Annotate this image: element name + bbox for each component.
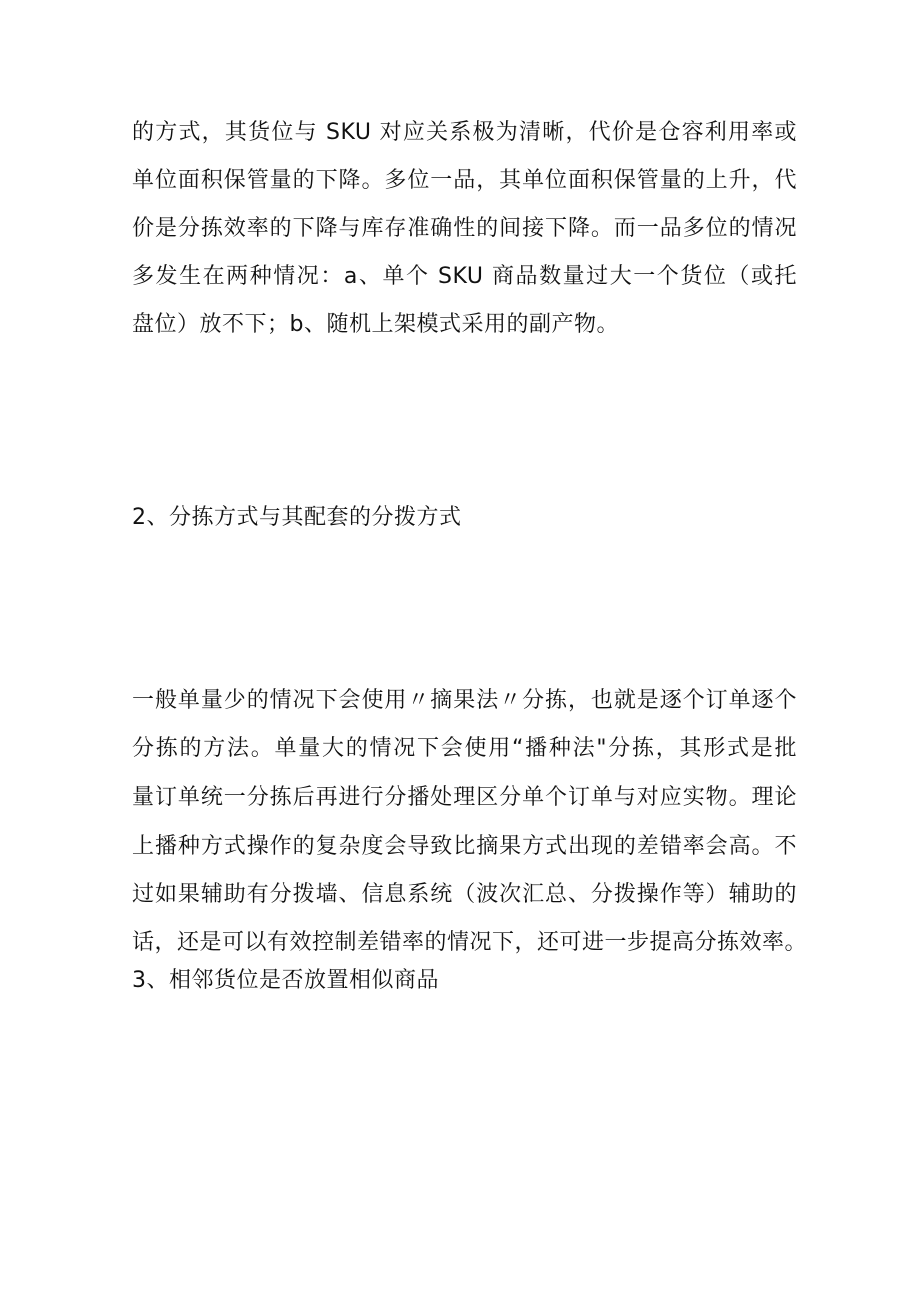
text-line: 价是分拣效率的下降与库存准确性的间接下降。而一品多位的情况: [132, 216, 797, 241]
text-line: 话，还是可以有效控制差错率的情况下，还可进一步提高分拣效率。: [132, 930, 808, 955]
text-line: 一般单量少的情况下会使用〃摘果法〃分拣，也就是逐个订单逐个: [132, 688, 797, 713]
text-line: 分拣的方法。单量大的情况下会使用“播种法"分拣，其形式是批: [132, 736, 797, 761]
text-line: 过如果辅助有分拨墙、信息系统（波次汇总、分拨操作等）辅助的: [132, 882, 797, 907]
section-heading-2: 2、分拣方式与其配套的分拨方式: [132, 505, 462, 530]
text-line: 多发生在两种情况：a、单个 SKU 商品数量过大一个货位（或托: [132, 264, 797, 289]
text-line: 盘位）放不下；b、随机上架模式采用的副产物。: [132, 312, 619, 337]
text-line: 的方式，其货位与 SKU 对应关系极为清晰，代价是仓容利用率或: [132, 120, 797, 145]
text-line: 量订单统一分拣后再进行分播处理区分单个订单与对应实物。理论: [132, 785, 797, 810]
section-heading-3: 3、相邻货位是否放置相似商品: [132, 968, 439, 993]
text-line: 单位面积保管量的下降。多位一品，其单位面积保管量的上升，代: [132, 168, 797, 193]
text-line: 上播种方式操作的复杂度会导致比摘果方式出现的差错率会高。不: [132, 834, 797, 859]
